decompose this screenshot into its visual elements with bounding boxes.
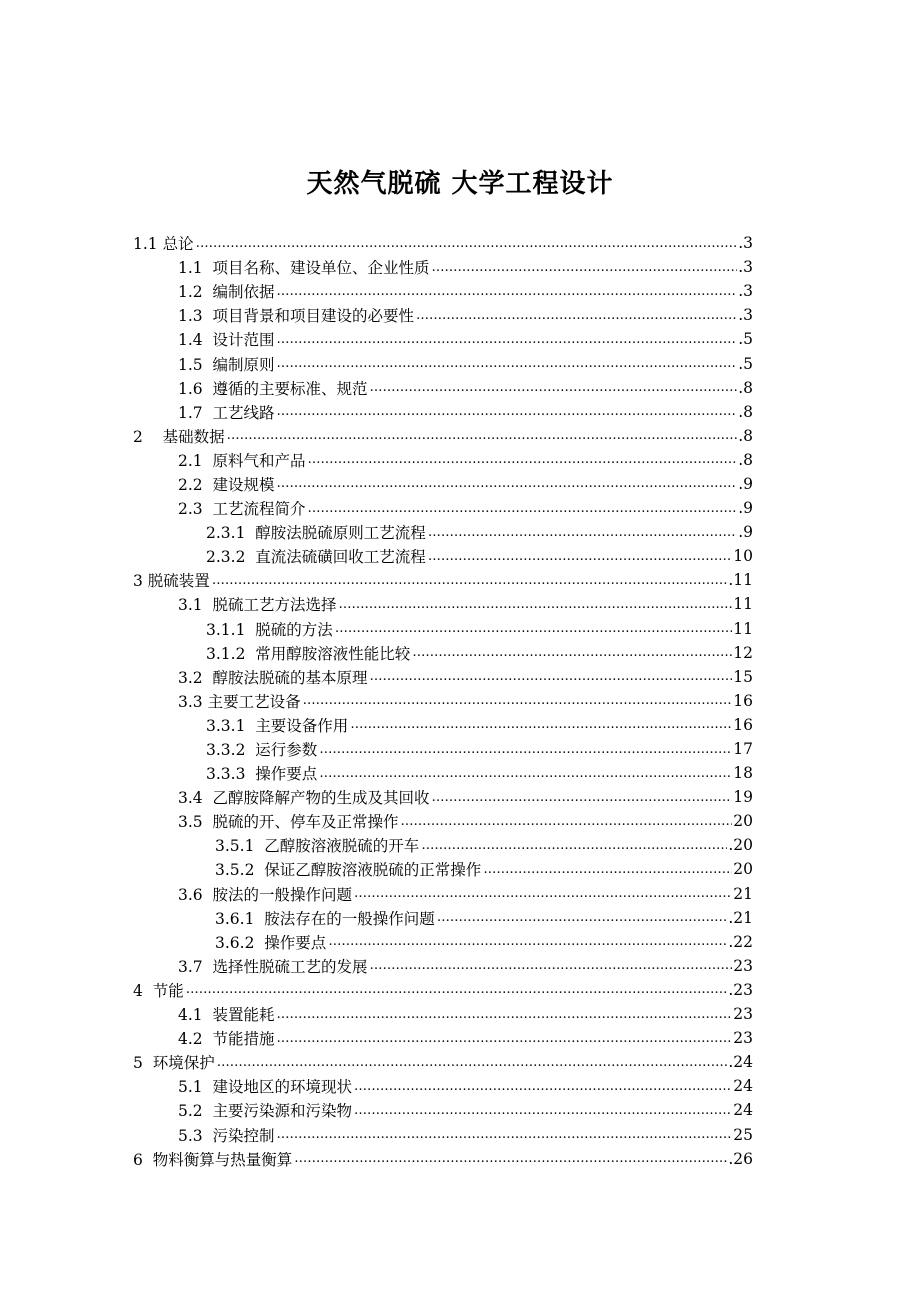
toc-dot-leader — [412, 646, 732, 659]
toc-entry[interactable] — [215, 930, 753, 954]
toc-entry-label — [178, 955, 370, 977]
toc-entry-number: 3.6.1 — [215, 909, 265, 928]
toc-entry-number: 1.6 — [178, 379, 213, 398]
toc-dot-leader — [212, 574, 728, 587]
toc-entry[interactable] — [178, 954, 753, 978]
toc-entry-label — [215, 858, 483, 880]
toc-entry-number: 1.1 — [133, 235, 163, 254]
toc-entry-text: 设计范围 — [212, 331, 275, 350]
toc-entry-text: 节能 — [152, 981, 184, 1000]
toc-entry-text: 物料衡算与热量衡算 — [152, 1150, 293, 1169]
toc-dot-leader — [416, 309, 737, 322]
toc-entry-label — [215, 931, 328, 953]
toc-entry-page: 24 — [733, 1101, 753, 1120]
toc-entry-text: 胺法的一般操作问题 — [212, 885, 353, 904]
toc-entry-page: 23 — [733, 1005, 753, 1024]
toc-dot-leader — [354, 1104, 732, 1117]
toc-dot-leader — [277, 477, 738, 490]
toc-entry-page: .8 — [738, 402, 753, 421]
toc-entry-number: 3.3.2 — [206, 741, 256, 760]
toc-entry-number: 3.6.2 — [215, 933, 265, 952]
toc-entry-text: 直流法硫磺回收工艺流程 — [255, 548, 426, 567]
toc-dot-leader — [217, 1056, 728, 1069]
toc-entry-page: .5 — [738, 330, 753, 349]
toc-dot-leader — [186, 983, 728, 996]
toc-entry-text: 乙醇胺溶液脱硫的开车 — [264, 837, 420, 856]
toc-entry-text: 编制原则 — [212, 355, 275, 374]
toc-entry-page: .3 — [738, 258, 753, 277]
toc-entry[interactable] — [178, 1098, 753, 1122]
toc-entry-page: 21 — [733, 884, 753, 903]
toc-entry[interactable] — [178, 809, 753, 833]
toc-entry-page: .3 — [738, 234, 753, 253]
toc-entry-number: 3.6 — [178, 885, 213, 904]
toc-entry-page: .23 — [728, 980, 753, 999]
toc-entry-number: 3.5.1 — [215, 837, 265, 856]
toc-entry[interactable] — [206, 617, 753, 641]
toc-dot-leader — [432, 261, 738, 274]
toc-dot-leader — [370, 670, 733, 683]
toc-dot-leader — [335, 622, 732, 635]
toc-entry-page: .8 — [738, 450, 753, 469]
toc-entry-label — [178, 304, 416, 326]
toc-dot-leader — [277, 285, 738, 298]
toc-entry-number: 1.4 — [178, 331, 213, 350]
toc-entry-number: 4.1 — [178, 1006, 213, 1025]
toc-entry-page: 12 — [733, 643, 753, 662]
toc-entry-number: 2.3 — [178, 500, 213, 519]
toc-entry-text: 主要污染源和污染物 — [212, 1102, 353, 1121]
toc-entry[interactable] — [133, 424, 753, 448]
toc-entry[interactable] — [178, 303, 753, 327]
toc-entry[interactable] — [178, 327, 753, 351]
toc-dot-leader — [350, 718, 732, 731]
toc-dot-leader — [354, 887, 732, 900]
toc-entry[interactable] — [206, 641, 753, 665]
toc-dot-leader — [277, 333, 738, 346]
toc-entry[interactable] — [178, 785, 753, 809]
toc-entry-text: 建设规模 — [212, 475, 275, 494]
toc-entry-label — [178, 1099, 354, 1121]
toc-entry-label — [206, 762, 319, 784]
toc-entry-label — [133, 232, 196, 254]
toc-entry-label — [178, 593, 339, 615]
toc-entry-number: 2.3.2 — [206, 548, 256, 567]
toc-entry[interactable] — [133, 1050, 753, 1074]
toc-dot-leader — [401, 815, 733, 828]
toc-entry-label — [206, 714, 350, 736]
toc-entry[interactable] — [133, 568, 753, 592]
toc-entry-page: 16 — [733, 715, 753, 734]
toc-entry-page: 16 — [733, 691, 753, 710]
toc-entry[interactable] — [178, 279, 753, 303]
toc-dot-leader — [354, 1080, 732, 1093]
toc-entry-text: 乙醇胺降解产物的生成及其回收 — [212, 789, 430, 808]
toc-entry-text: 环境保护 — [152, 1054, 215, 1073]
toc-entry-number: 3.2 — [178, 668, 213, 687]
toc-dot-leader — [277, 1008, 733, 1021]
toc-entry-label — [133, 979, 186, 1001]
toc-entry[interactable] — [133, 978, 753, 1002]
toc-entry-page: .9 — [738, 474, 753, 493]
toc-entry-page: .26 — [728, 1149, 753, 1168]
toc-entry-label — [178, 377, 370, 399]
toc-entry-page: .24 — [728, 1053, 753, 1072]
toc-entry-page: 23 — [733, 956, 753, 975]
toc-entry-text: 基础数据 — [162, 427, 225, 446]
toc-entry-label — [178, 1124, 277, 1146]
toc-entry-number: 1.5 — [178, 355, 213, 374]
toc-entry-number: 3.1.1 — [206, 620, 256, 639]
toc-entry-label — [178, 810, 401, 832]
toc-entry-text: 常用醇胺溶液性能比较 — [255, 644, 411, 663]
toc-entry-label — [206, 521, 428, 543]
toc-entry-text: 建设地区的环境现状 — [212, 1078, 353, 1097]
toc-entry-label — [178, 256, 432, 278]
toc-entry[interactable] — [215, 833, 753, 857]
toc-entry-label — [133, 569, 212, 591]
toc-entry-label — [206, 618, 335, 640]
toc-entry-number: 5.1 — [178, 1078, 213, 1097]
toc-entry-number: 2.2 — [178, 475, 213, 494]
toc-entry[interactable] — [178, 255, 753, 279]
toc-entry-number: 1.7 — [178, 403, 213, 422]
toc-entry-page: .21 — [728, 908, 753, 927]
toc-dot-leader — [227, 429, 738, 442]
toc-entry-number: 2 — [133, 427, 163, 446]
toc-entry[interactable] — [178, 665, 753, 689]
toc-entry[interactable] — [178, 472, 753, 496]
toc-entry-label — [178, 690, 303, 712]
toc-entry-page: .5 — [738, 354, 753, 373]
toc-entry-text: 工艺流程简介 — [212, 500, 306, 519]
toc-entry-text: 遵循的主要标准、规范 — [212, 379, 368, 398]
toc-entry-number: 3.4 — [178, 789, 213, 808]
toc-entry-text: 保证乙醇胺溶液脱硫的正常操作 — [264, 861, 482, 880]
toc-entry-number: 2.3.1 — [206, 524, 256, 543]
toc-entry-text: 脱硫工艺方法选择 — [212, 596, 337, 615]
toc-entry-label — [178, 280, 277, 302]
toc-dot-leader — [277, 1032, 733, 1045]
toc-entry[interactable] — [133, 231, 753, 255]
toc-entry-number: 1.1 — [178, 259, 213, 278]
toc-entry-number: 5.3 — [178, 1126, 213, 1145]
toc-entry[interactable] — [178, 1002, 753, 1026]
toc-entry-page: .8 — [738, 378, 753, 397]
toc-entry-label — [178, 449, 308, 471]
toc-entry-label — [178, 666, 370, 688]
toc-entry-label — [178, 1075, 354, 1097]
toc-entry-page: 19 — [733, 788, 753, 807]
toc-entry-label — [178, 786, 432, 808]
toc-dot-leader — [308, 453, 738, 466]
toc-entry[interactable] — [178, 592, 753, 616]
toc-dot-leader — [432, 791, 733, 804]
toc-entry-text: 总论 — [162, 235, 194, 254]
toc-entry-number: 4 — [133, 981, 153, 1000]
toc-entry-text: 污染控制 — [212, 1126, 275, 1145]
toc-entry-label — [178, 883, 354, 905]
table-of-contents — [0, 231, 920, 1171]
toc-entry[interactable] — [178, 1074, 753, 1098]
toc-entry-page: 10 — [733, 547, 753, 566]
toc-entry-page: .20 — [728, 836, 753, 855]
toc-entry[interactable] — [178, 689, 753, 713]
toc-dot-leader — [370, 381, 738, 394]
toc-entry-label — [178, 328, 277, 350]
toc-dot-leader — [328, 935, 727, 948]
toc-entry-number: 3.5.2 — [215, 861, 265, 880]
toc-entry[interactable] — [133, 1147, 753, 1171]
toc-entry[interactable] — [206, 737, 753, 761]
toc-dot-leader — [339, 598, 733, 611]
toc-dot-leader — [303, 694, 733, 707]
toc-entry[interactable] — [206, 713, 753, 737]
toc-entry[interactable] — [215, 906, 753, 930]
toc-dot-leader — [370, 959, 733, 972]
toc-entry-number: 6 — [133, 1150, 153, 1169]
toc-entry-text: 脱硫装置 — [147, 572, 210, 591]
toc-entry[interactable] — [178, 496, 753, 520]
toc-entry-page: 11 — [733, 619, 753, 638]
toc-entry[interactable] — [206, 520, 753, 544]
toc-entry-number: 3.3.3 — [206, 765, 256, 784]
toc-entry-page: 25 — [733, 1125, 753, 1144]
toc-entry-page: 11 — [733, 595, 753, 614]
toc-entry-number: 5 — [133, 1054, 153, 1073]
toc-dot-leader — [196, 237, 738, 250]
toc-entry-page: 17 — [733, 740, 753, 759]
toc-dot-leader — [294, 1152, 727, 1165]
toc-entry-page: 23 — [733, 1029, 753, 1048]
toc-entry-page: 15 — [733, 667, 753, 686]
toc-entry-number: 3.1 — [178, 596, 213, 615]
toc-entry-page: .22 — [728, 932, 753, 951]
document-title: 天然气脱硫 大学工程设计 — [306, 169, 614, 199]
toc-entry-number: 3.3 — [178, 692, 208, 711]
toc-entry-number: 5.2 — [178, 1102, 213, 1121]
toc-dot-leader — [277, 405, 738, 418]
toc-entry-number: 3.7 — [178, 957, 213, 976]
toc-entry-text: 项目名称、建设单位、企业性质 — [212, 259, 430, 278]
toc-entry-label — [133, 425, 227, 447]
toc-entry-label — [206, 545, 428, 567]
toc-entry-text: 主要工艺设备 — [207, 692, 301, 711]
toc-entry[interactable] — [178, 351, 753, 375]
toc-entry-text: 脱硫的开、停车及正常操作 — [212, 813, 399, 832]
toc-entry-page: 18 — [733, 764, 753, 783]
toc-dot-leader — [319, 767, 732, 780]
toc-entry-label — [178, 1003, 277, 1025]
toc-entry-page: .9 — [738, 499, 753, 518]
toc-entry-label — [206, 642, 412, 664]
toc-entry[interactable] — [206, 544, 753, 568]
toc-entry-label — [206, 738, 319, 760]
toc-entry-text: 醇胺法脱硫原则工艺流程 — [255, 524, 426, 543]
toc-entry-text: 装置能耗 — [212, 1006, 275, 1025]
toc-entry-label — [178, 473, 277, 495]
toc-entry-page: 20 — [733, 860, 753, 879]
toc-entry-text: 脱硫的方法 — [255, 620, 333, 639]
toc-entry-text: 主要设备作用 — [255, 716, 349, 735]
toc-entry-page: .8 — [738, 426, 753, 445]
toc-entry[interactable] — [178, 1122, 753, 1146]
toc-entry-number: 3.3.1 — [206, 716, 256, 735]
toc-entry-number: 1.2 — [178, 283, 213, 302]
toc-entry-text: 工艺线路 — [212, 403, 275, 422]
toc-entry-number: 3 — [133, 572, 148, 591]
toc-entry-label — [215, 907, 437, 929]
toc-dot-leader — [277, 357, 738, 370]
toc-dot-leader — [308, 502, 738, 515]
toc-entry[interactable] — [178, 1026, 753, 1050]
toc-entry-page: .3 — [738, 306, 753, 325]
toc-entry-text: 操作要点 — [264, 933, 327, 952]
toc-dot-leader — [428, 526, 737, 539]
toc-entry-text: 项目背景和项目建设的必要性 — [212, 307, 415, 326]
toc-dot-leader — [319, 743, 732, 756]
toc-entry[interactable] — [215, 857, 753, 881]
toc-entry-number: 2.1 — [178, 451, 213, 470]
toc-entry[interactable] — [178, 376, 753, 400]
toc-entry-page: 24 — [733, 1077, 753, 1096]
toc-entry-label — [178, 401, 277, 423]
toc-entry-label — [178, 497, 308, 519]
toc-entry-text: 胺法存在的一般操作问题 — [264, 909, 435, 928]
toc-entry-text: 节能措施 — [212, 1030, 275, 1049]
toc-entry-label — [215, 834, 421, 856]
toc-entry[interactable] — [206, 761, 753, 785]
toc-entry-number: 3.1.2 — [206, 644, 256, 663]
toc-entry-page: .11 — [728, 571, 753, 590]
toc-entry-label — [178, 353, 277, 375]
toc-entry-label — [133, 1148, 294, 1170]
toc-dot-leader — [428, 550, 732, 563]
toc-entry-label — [133, 1051, 217, 1073]
toc-entry-text: 编制依据 — [212, 283, 275, 302]
toc-entry[interactable] — [178, 400, 753, 424]
toc-entry-number: 4.2 — [178, 1030, 213, 1049]
toc-dot-leader — [421, 839, 727, 852]
toc-entry-page: .9 — [738, 523, 753, 542]
toc-entry-text: 原料气和产品 — [212, 451, 306, 470]
toc-entry-text: 操作要点 — [255, 765, 318, 784]
toc-entry[interactable] — [178, 448, 753, 472]
toc-entry-text: 选择性脱硫工艺的发展 — [212, 957, 368, 976]
toc-entry-text: 醇胺法脱硫的基本原理 — [212, 668, 368, 687]
toc-entry-page: 20 — [733, 812, 753, 831]
toc-entry-page: .3 — [738, 282, 753, 301]
toc-dot-leader — [437, 911, 728, 924]
toc-entry-number: 1.3 — [178, 307, 213, 326]
toc-entry-text: 运行参数 — [255, 741, 318, 760]
toc-entry[interactable] — [178, 882, 753, 906]
toc-dot-leader — [483, 863, 732, 876]
toc-entry-label — [178, 1027, 277, 1049]
toc-entry-number: 3.5 — [178, 813, 213, 832]
toc-dot-leader — [277, 1128, 733, 1141]
